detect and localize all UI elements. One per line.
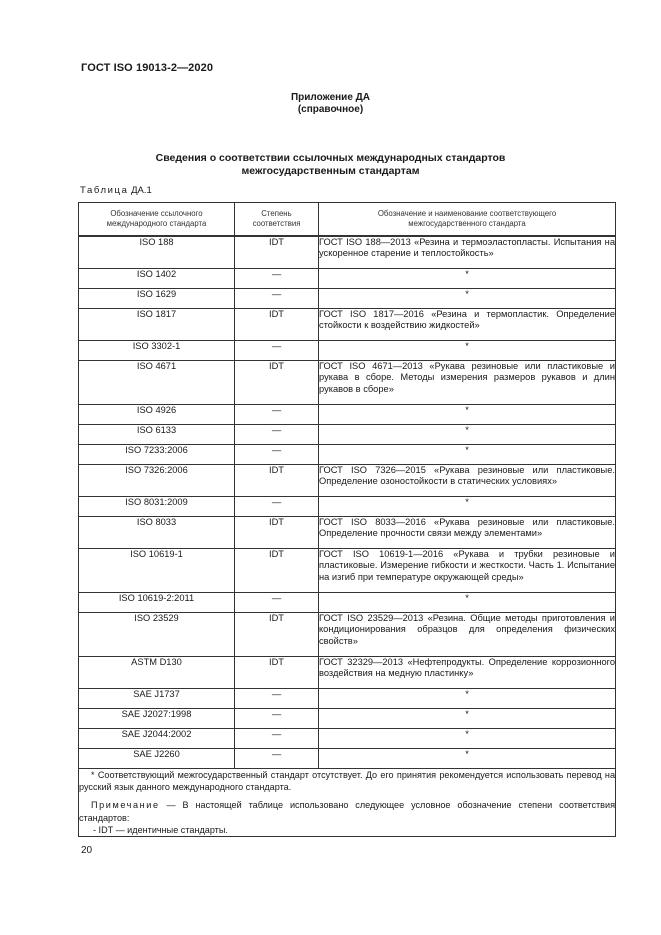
degree-value: IDT	[235, 309, 319, 341]
intl-standard-code: ISO 1402	[79, 269, 235, 289]
intl-standard-code: SAE J1737	[79, 689, 235, 709]
table-row	[79, 425, 616, 445]
interstate-standard-text: *	[319, 341, 616, 361]
interstate-standard-text: ГОСТ ISO 4671—2013 «Рукава резиновые или пластиковые и рукава в сборе. Методы измерения размеров рукавов и длин рукавов в сборе»	[319, 361, 616, 405]
degree-value: —	[235, 289, 319, 309]
correspondence-table	[78, 202, 616, 837]
section-title-line2: межгосударственным стандартам	[241, 165, 420, 177]
note-label: Примечание	[91, 800, 160, 811]
intl-standard-code: ISO 7233:2006	[79, 445, 235, 465]
document-code: ГОСТ ISO 19013-2—2020	[81, 62, 214, 74]
intl-standard-code: ISO 8031:2009	[79, 497, 235, 517]
intl-standard-code: ISO 6133	[79, 425, 235, 445]
table-row	[79, 309, 616, 341]
intl-standard-code: ISO 10619-1	[79, 549, 235, 593]
interstate-standard-text: *	[319, 689, 616, 709]
header-degree: Степень соответствия	[235, 203, 319, 237]
note-text: — В настоящей таблице использовано следующее условное обозначение степени соответствия стандартов:	[79, 800, 615, 823]
page-number: 20	[81, 845, 93, 856]
table-row	[79, 445, 616, 465]
header-intl-standard: Обозначение ссылочного международного стандарта	[79, 203, 235, 237]
interstate-standard-text: ГОСТ ISO 10619-1—2016 «Рукава и трубки резиновые и пластиковые. Измерение гибкости и жесткости. Часть 1. Испытание на изгиб при температуре окружающей среды»	[319, 549, 616, 593]
interstate-standard-text: *	[319, 425, 616, 445]
degree-value: IDT	[235, 236, 319, 269]
interstate-standard-text: *	[319, 593, 616, 613]
intl-standard-code: ASTM D130	[79, 657, 235, 689]
degree-value: —	[235, 405, 319, 425]
degree-value: IDT	[235, 361, 319, 405]
intl-standard-code: ISO 1629	[79, 289, 235, 309]
interstate-standard-text: ГОСТ 32329—2013 «Нефтепродукты. Определение коррозионного воздействия на медную пластинку»	[319, 657, 616, 689]
intl-standard-code: ISO 4926	[79, 405, 235, 425]
degree-value: IDT	[235, 517, 319, 549]
table-caption-label: Таблица	[80, 185, 129, 196]
table-row	[79, 657, 616, 689]
interstate-standard-text: *	[319, 709, 616, 729]
degree-value: IDT	[235, 657, 319, 689]
footnote-text: * Соответствующий межгосударственный стандарт отсутствует. До его принятия рекомендуется использовать перевод на русский язык данного международного стандарта.	[79, 770, 615, 793]
annex-heading	[0, 92, 661, 116]
intl-standard-code: ISO 1817	[79, 309, 235, 341]
intl-standard-code: SAE J2027:1998	[79, 709, 235, 729]
table-row	[79, 549, 616, 593]
degree-value: —	[235, 425, 319, 445]
table-footer-row	[79, 769, 616, 837]
table-row	[79, 465, 616, 497]
degree-value: —	[235, 593, 319, 613]
degree-value: —	[235, 729, 319, 749]
header-interstate-standard: Обозначение и наименование соответствующего межгосударственного стандарта	[319, 203, 616, 237]
table-caption	[80, 185, 152, 196]
section-title-line1: Сведения о соответствии ссылочных международных стандартов	[155, 152, 506, 164]
interstate-standard-text: ГОСТ ISO 23529—2013 «Резина. Общие методы приготовления и кондиционирования образцов для определения физических свойств»	[319, 613, 616, 657]
degree-value: —	[235, 749, 319, 769]
interstate-standard-text: *	[319, 749, 616, 769]
intl-standard-code: ISO 4671	[79, 361, 235, 405]
intl-standard-code: ISO 188	[79, 236, 235, 269]
table-row	[79, 689, 616, 709]
table-row	[79, 593, 616, 613]
interstate-standard-text: *	[319, 405, 616, 425]
intl-standard-code: ISO 8033	[79, 517, 235, 549]
intl-standard-code: SAE J2260	[79, 749, 235, 769]
degree-value: —	[235, 445, 319, 465]
table-caption-number: ДА.1	[131, 185, 152, 196]
intl-standard-code: SAE J2044:2002	[79, 729, 235, 749]
note-paragraph	[79, 799, 615, 823]
interstate-standard-text: *	[319, 289, 616, 309]
interstate-standard-text: ГОСТ ISO 7326—2015 «Рукава резиновые или пластиковые. Определение озоностойкости в статических условиях»	[319, 465, 616, 497]
table-row	[79, 709, 616, 729]
table-row	[79, 517, 616, 549]
intl-standard-code: ISO 23529	[79, 613, 235, 657]
annex-subtitle: (справочное)	[297, 104, 364, 115]
table-row	[79, 613, 616, 657]
table-row	[79, 361, 616, 405]
intl-standard-code: ISO 3302-1	[79, 341, 235, 361]
table-row	[79, 497, 616, 517]
interstate-standard-text: *	[319, 269, 616, 289]
interstate-standard-text: *	[319, 445, 616, 465]
interstate-standard-text: *	[319, 729, 616, 749]
degree-value: IDT	[235, 465, 319, 497]
intl-standard-code: ISO 10619-2:2011	[79, 593, 235, 613]
interstate-standard-text: *	[319, 497, 616, 517]
section-title	[0, 152, 661, 178]
intl-standard-code: ISO 7326:2006	[79, 465, 235, 497]
table-footnotes	[79, 769, 616, 837]
interstate-standard-text: ГОСТ ISO 1817—2016 «Резина и термопластик. Определение стойкости к воздействию жидкостей»	[319, 309, 616, 341]
degree-value: —	[235, 709, 319, 729]
degree-value: IDT	[235, 613, 319, 657]
degree-value: —	[235, 341, 319, 361]
table-row	[79, 236, 616, 269]
table-row	[79, 341, 616, 361]
table-row	[79, 289, 616, 309]
interstate-standard-text: ГОСТ ISO 8033—2016 «Рукава резиновые или пластиковые. Определение прочности связи между элементами»	[319, 517, 616, 549]
annex-title: Приложение ДА	[290, 92, 371, 103]
degree-value: IDT	[235, 549, 319, 593]
table-row	[79, 405, 616, 425]
table-row	[79, 269, 616, 289]
interstate-standard-text: ГОСТ ISO 188—2013 «Резина и термоэластопласты. Испытания на ускоренное старение и теплостойкость»	[319, 236, 616, 269]
degree-value: —	[235, 689, 319, 709]
degree-value: —	[235, 269, 319, 289]
table-row	[79, 749, 616, 769]
table-row	[79, 729, 616, 749]
degree-value: —	[235, 497, 319, 517]
note-list-item: - IDT — идентичные стандарты.	[93, 824, 228, 835]
